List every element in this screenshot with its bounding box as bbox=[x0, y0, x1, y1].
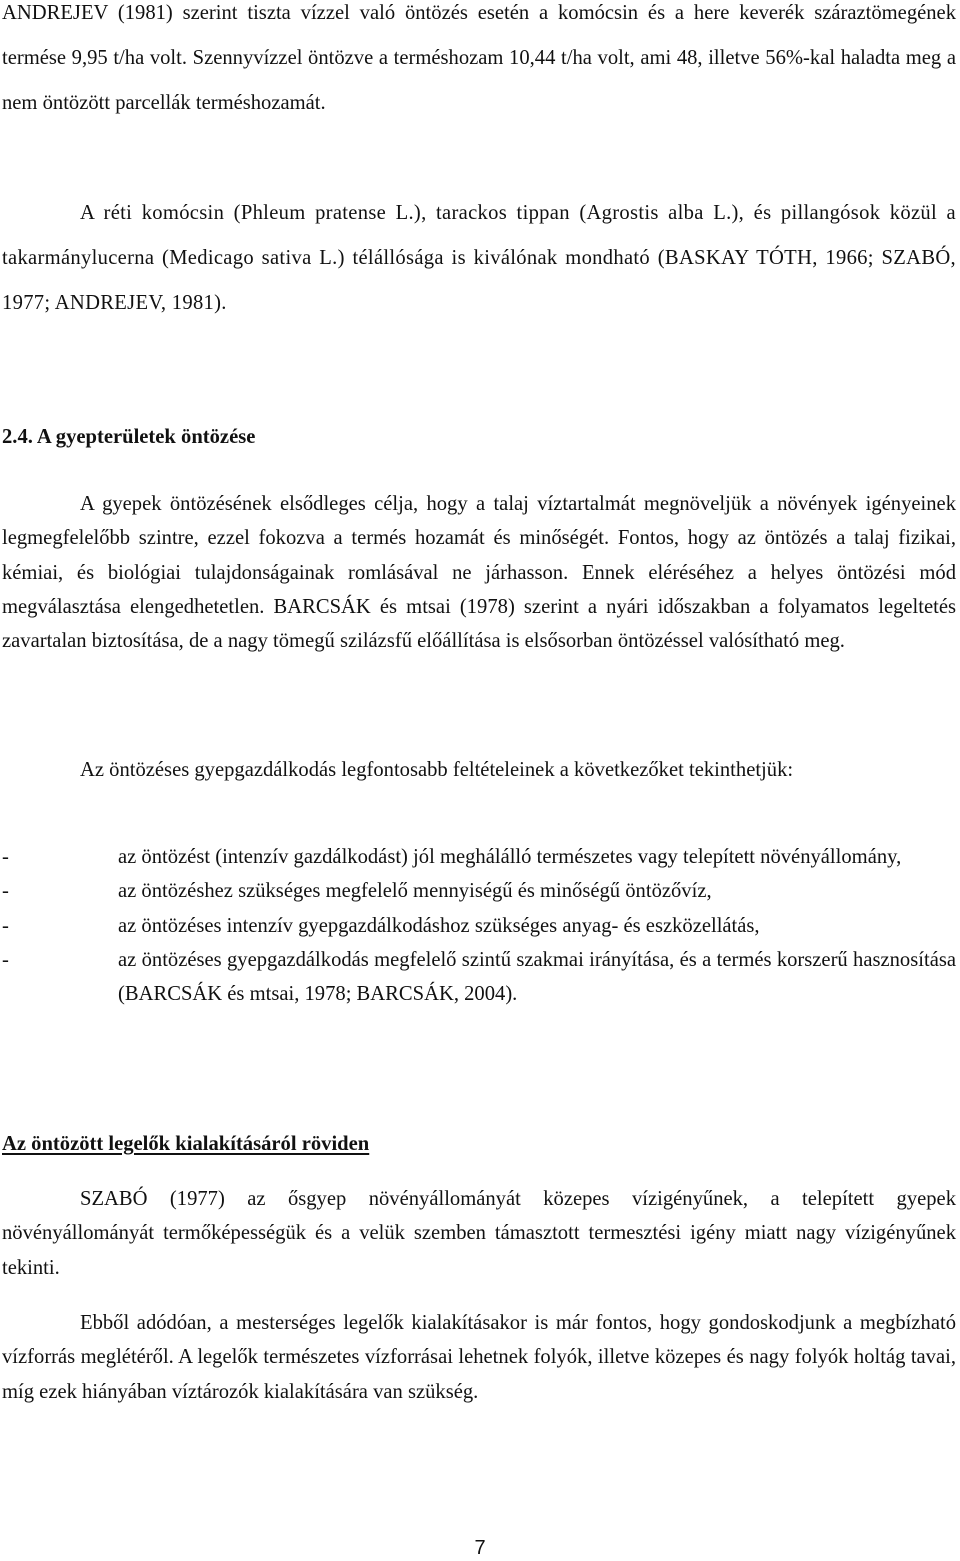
list-item-text: az öntözéses intenzív gyepgazdálkodáshoz szükséges anyag- és eszközellátás, bbox=[118, 914, 760, 937]
conditions-list bbox=[2, 840, 956, 1011]
section-heading-legelok: Az öntözött legelők kialakításáról röviden bbox=[2, 1133, 370, 1155]
list-item bbox=[2, 874, 956, 908]
water-demand-paragraph bbox=[2, 1182, 956, 1285]
intro-paragraph bbox=[2, 0, 956, 126]
list-item-text: az öntözést (intenzív gazdálkodást) jól meghálálló természetes vagy telepített növényállomány, bbox=[118, 846, 902, 868]
page-number: 7 bbox=[474, 1537, 486, 1559]
conditions-intro-text: Az öntözéses gyepgazdálkodás legfontosabb feltételeinek a következőket tekinthetjük: bbox=[80, 759, 794, 781]
section-heading-2-4: 2.4. A gyepterületek öntözése bbox=[2, 426, 256, 448]
irrigation-paragraph bbox=[2, 487, 956, 658]
conditions-intro-paragraph bbox=[2, 753, 956, 787]
list-dash: - bbox=[2, 948, 9, 971]
species-paragraph-text: A réti komócsin (Phleum pratense L.), tarackos tippan (Agrostis alba L.), és pillangósok közül a takarmánylucerna (Medicago sativa L.) télállósága is kiválónak mondható (BASKAY TÓTH, 1966; SZABÓ, 1977; ANDREJEV, 1981). bbox=[2, 202, 956, 314]
list-item bbox=[2, 840, 956, 874]
water-source-paragraph-text: Ebből adódóan, a mesterséges legelők kialakításakor is már fontos, hogy gondoskodjunk a megbízható vízforrás meglétéről. A legelők természetes vízforrásai lehetnek folyók, illetve közepes és nagy folyók holtág tavai, míg ezek hiányában víztározók kialakítására van szükség. bbox=[2, 1312, 956, 1403]
water-demand-paragraph-text: SZABÓ (1977) az ősgyep növényállományát közepes vízigényűnek, a telepített gyepek növényállományát termőképességük és a velük szemben támasztott termesztési igény miatt nagy vízigényűnek tekinti. bbox=[2, 1188, 956, 1279]
list-item-text: az öntözéshez szükséges megfelelő mennyiségű és minőségű öntözővíz, bbox=[118, 880, 712, 903]
list-item bbox=[2, 943, 956, 1012]
irrigation-paragraph-text: A gyepek öntözésének elsődleges célja, hogy a talaj víztartalmát megnöveljük a növények igényeinek legmegfelelőbb szintre, ezzel fokozva a termés hozamát és minőségét. Fontos, hogy az öntözés a talaj fizikai, kémiai, és biológiai tulajdonságainak romlásával ne járhasson. Ennek eléréséhez a helyes öntözési mód megválasztása elengedhetetlen. BARCSÁK és mtsai (1978) szerint a nyári időszakban a folyamatos legeltetés zavartalan biztosítása, de a nagy tömegű szilázsfű előállítása is elsősorban öntözéssel valósítható meg. bbox=[2, 493, 956, 653]
water-source-paragraph bbox=[2, 1306, 956, 1409]
list-item-text: az öntözéses gyepgazdálkodás megfelelő szintű szakmai irányítása, és a termés korszerű hasznosítása (BARCSÁK és mtsai, 1978; BARCSÁK, 2004). bbox=[118, 948, 956, 1006]
species-paragraph bbox=[2, 191, 956, 326]
list-dash: - bbox=[2, 846, 9, 868]
list-dash: - bbox=[2, 880, 9, 903]
list-dash: - bbox=[2, 914, 9, 937]
list-item bbox=[2, 909, 956, 943]
intro-paragraph-text: ANDREJEV (1981) szerint tiszta vízzel való öntözés esetén a komócsin és a here keverék száraztömegének termése 9,95 t/ha volt. Szennyvízzel öntözve a terméshozam 10,44 t/ha volt, ami 48, illetve 56%-kal haladta meg a nem öntözött parcellák terméshozamát. bbox=[2, 2, 956, 114]
